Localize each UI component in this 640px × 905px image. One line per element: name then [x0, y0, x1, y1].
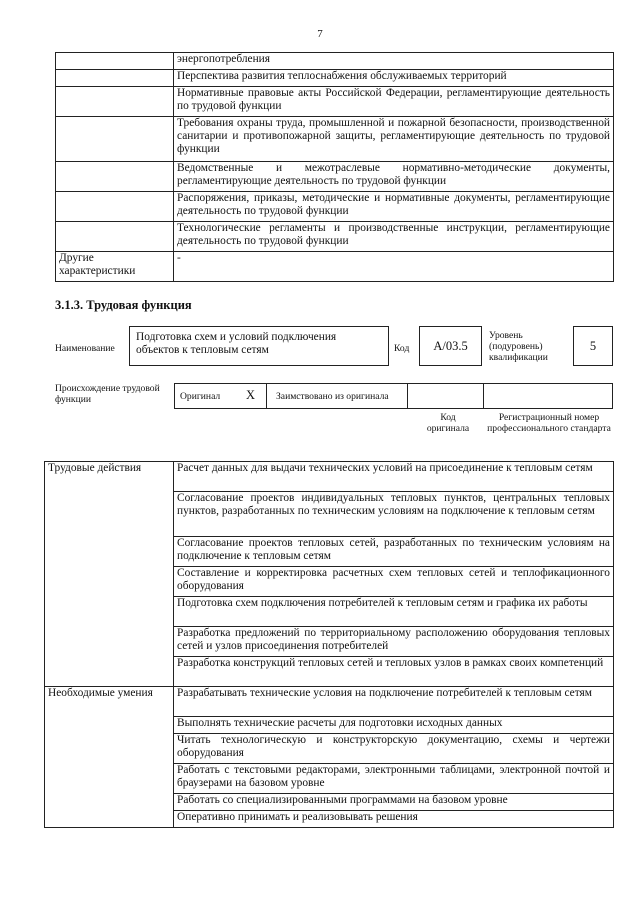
divider	[483, 383, 484, 409]
table-row	[56, 222, 614, 252]
reg-caption: Регистрационный номер профессионального стандарта	[487, 412, 611, 434]
list-item: Выполнять технические расчеты для подготовки исходных данных	[174, 717, 614, 734]
code-box	[419, 326, 482, 366]
list-item: Подготовка схем подключения потребителей к тепловым сетям и графика их работы	[174, 597, 614, 627]
code-label: Код	[394, 343, 410, 354]
row-text: энергопотребления	[174, 53, 614, 70]
row-text: Распоряжения, приказы, методические и нормативные документы, регламентирующие деятельность по трудовой функции	[174, 192, 614, 222]
skills-label: Необходимые умения	[45, 687, 174, 828]
code-value: А/03.5	[433, 339, 468, 353]
list-item: Согласование проектов индивидуальных тепловых пунктов, центральных тепловых пунктов, разработанных по техническим условиям на подключение к тепловым сетям	[174, 492, 614, 537]
level-box	[573, 326, 613, 366]
row-text: Технологические регламенты и производственные инструкции, регламентирующие деятельность по трудовой функции	[174, 222, 614, 252]
list-item: Составление и корректировка расчетных схем тепловых сетей и теплофикационного оборудования	[174, 567, 614, 597]
level-value: 5	[589, 339, 597, 353]
original-mark: X	[246, 388, 256, 402]
row-label	[56, 117, 174, 162]
labor-actions-label: Трудовые действия	[45, 462, 174, 687]
table-row	[56, 162, 614, 192]
origin-label: Происхождение трудовой функции	[55, 383, 160, 405]
other-characteristics-label: Другие характеристики	[56, 252, 174, 282]
table-row	[45, 462, 614, 492]
level-label: Уровень (подуровень) квалификации	[489, 330, 548, 363]
table-row	[56, 87, 614, 117]
row-text: Требования охраны труда, промышленной и пожарной безопасности, производственной санитарии и противопожарной защиты, регламентирующие деятельность по трудовой функции	[174, 117, 614, 162]
row-text: -	[174, 252, 614, 282]
table-row	[56, 70, 614, 87]
row-label	[56, 192, 174, 222]
labor-actions-table	[44, 461, 614, 828]
divider	[266, 383, 267, 409]
divider	[612, 383, 613, 409]
table-row	[45, 687, 614, 717]
function-name-box	[129, 326, 389, 366]
row-text: Ведомственные и межотраслевые нормативно-методические документы, регламентирующие деятельность по трудовой функции	[174, 162, 614, 192]
table-row	[56, 252, 614, 282]
row-label	[56, 70, 174, 87]
row-label	[56, 87, 174, 117]
code-caption: Код оригинала	[426, 412, 470, 434]
list-item: Разработка конструкций тепловых сетей и тепловых узлов в рамках своих компетенций	[174, 657, 614, 687]
original-label: Оригинал	[180, 391, 221, 402]
list-item: Разработка предложений по территориальному расположению оборудования тепловых сетей и узлов присоединения потребителей	[174, 627, 614, 657]
list-item: Читать технологическую и конструкторскую документацию, схемы и чертежи оборудования	[174, 734, 614, 764]
name-label: Наименование	[55, 343, 115, 354]
function-name: Подготовка схем и условий подключения объектов к тепловым сетям	[136, 331, 337, 356]
knowledge-table	[55, 52, 614, 282]
list-item: Работать с текстовыми редакторами, электронными таблицами, электронной почтой и браузерами на базовом уровне	[174, 764, 614, 794]
list-item: Расчет данных для выдачи технических условий на присоединение к тепловым сетям	[174, 462, 614, 492]
section-title: 3.1.3. Трудовая функция	[55, 298, 192, 312]
origin-strip	[174, 383, 613, 409]
borrowed-label: Заимствовано из оригинала	[276, 391, 389, 402]
page-number: 7	[317, 28, 323, 40]
list-item: Работать со специализированными программами на базовом уровне	[174, 794, 614, 811]
row-text: Перспектива развития теплоснабжения обслуживаемых территорий	[174, 70, 614, 87]
list-item: Оперативно принимать и реализовывать решения	[174, 811, 614, 828]
list-item: Согласование проектов тепловых сетей, разработанных по техническим условиям на подключение к тепловым сетям	[174, 537, 614, 567]
row-text: Нормативные правовые акты Российской Федерации, регламентирующие деятельность по трудовой функции	[174, 87, 614, 117]
row-label	[56, 162, 174, 192]
table-row	[56, 53, 614, 70]
list-item: Разрабатывать технические условия на подключение потребителей к тепловым сетям	[174, 687, 614, 717]
row-label	[56, 222, 174, 252]
table-row	[56, 192, 614, 222]
table-row	[56, 117, 614, 162]
divider	[407, 383, 408, 409]
row-label	[56, 53, 174, 70]
